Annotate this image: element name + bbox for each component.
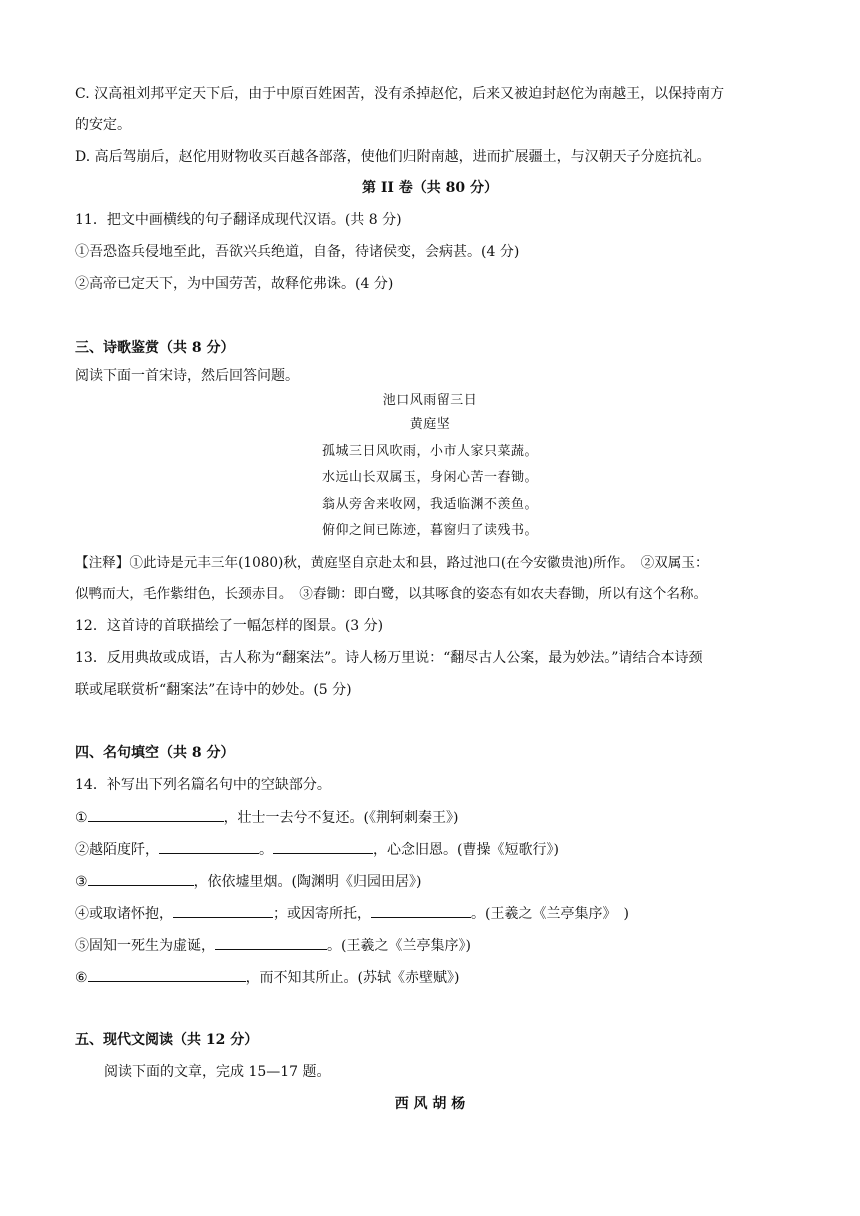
option-d: D. 高后驾崩后，赵佗用财物收买百越各部落，使他们归附南越，进而扩展疆土，与汉朝天子分庭抗礼。 xyxy=(75,149,711,165)
answer-blank[interactable] xyxy=(159,839,259,854)
poem-line: 孤城三日风吹雨，小市人家只菜蔬。 xyxy=(321,444,538,459)
question-14: 14．补写出下列名篇名句中的空缺部分。 xyxy=(75,777,331,793)
option-c-line1: C. 汉高祖刘邦平定天下后，由于中原百姓困苦，没有杀掉赵佗，后来又被迫封赵佗为南越王，以保持南方 xyxy=(75,86,725,102)
item-text: ，依依墟里烟。(陶渊明《归园田居》) xyxy=(193,874,422,890)
fill-blank-item xyxy=(75,967,790,988)
item-prefix: ⑤固知一死生为虚诞， xyxy=(75,938,215,954)
answer-blank[interactable] xyxy=(88,871,194,886)
answer-blank[interactable] xyxy=(88,807,224,822)
article-title: 西 风 胡 杨 xyxy=(394,1096,466,1112)
section-4-heading: 四、名句填空（共 8 分） xyxy=(75,745,235,761)
question-11: 11．把文中画横线的句子翻译成现代汉语。(共 8 分) xyxy=(75,212,402,228)
option-c-line2: 的安定。 xyxy=(75,117,131,133)
question-11-sentence-1: ①吾恐盗兵侵地至此，吾欲兴兵绝道，自备，待诸侯变，会病甚。(4 分) xyxy=(75,244,520,260)
item-prefix: ① xyxy=(75,810,88,826)
question-13-line1: 13．反用典故或成语，古人称为“翻案法”。诗人杨万里说：“翻尽古人公案，最为妙法。”请结合本诗颈 xyxy=(75,650,703,666)
answer-blank[interactable] xyxy=(273,839,373,854)
answer-blank[interactable] xyxy=(215,935,327,950)
poem-note-line2: 似鸭而大，毛作紫绀色，长颈赤目。 ③舂锄：即白鹭，以其啄食的姿态有如农夫舂锄，所以有这个名称。 xyxy=(75,586,708,602)
poem-line: 俯仰之间已陈迹，暮窗归了读残书。 xyxy=(321,523,538,538)
answer-blank[interactable] xyxy=(88,967,246,982)
poem-line: 翁从旁舍来收网，我适临渊不羡鱼。 xyxy=(321,497,538,512)
item-text: 。(王羲之《兰亭集序》) xyxy=(327,938,471,954)
question-12: 12．这首诗的首联描绘了一幅怎样的图景。(3 分) xyxy=(75,618,384,634)
item-text: 。(王羲之《兰亭集序》 ) xyxy=(471,906,629,922)
item-prefix: ④或取诸怀抱， xyxy=(75,906,173,922)
section-3-intro: 阅读下面一首宋诗，然后回答问题。 xyxy=(75,368,299,384)
fill-blank-item xyxy=(75,935,790,956)
section-3-heading: 三、诗歌鉴赏（共 8 分） xyxy=(75,340,235,356)
fill-blank-item xyxy=(75,807,790,828)
poem-line: 水远山长双属玉，身闲心苦一舂锄。 xyxy=(321,470,538,485)
question-11-sentence-2: ②高帝已定天下，为中国劳苦，故释佗弗诛。(4 分) xyxy=(75,276,394,292)
fill-blank-item xyxy=(75,839,790,860)
fill-blank-item xyxy=(75,903,790,924)
item-text: ，而不知其所止。(苏轼《赤壁赋》) xyxy=(245,970,460,986)
fill-blank-item xyxy=(75,871,790,892)
section-5-intro: 阅读下面的文章，完成 15—17 题。 xyxy=(104,1064,331,1080)
item-text: 。 xyxy=(259,842,273,858)
answer-blank[interactable] xyxy=(371,903,471,918)
answer-blank[interactable] xyxy=(173,903,273,918)
item-prefix: ③ xyxy=(75,874,88,890)
item-prefix: ⑥ xyxy=(75,970,88,986)
poem-author: 黄庭坚 xyxy=(409,417,451,432)
item-text: ，壮士一去兮不复还。(《荆轲刺秦王》) xyxy=(223,810,459,826)
item-text: ；或因寄所托， xyxy=(273,906,371,922)
item-text: ，心念旧恩。(曹操《短歌行》) xyxy=(373,842,559,858)
question-13-line2: 联或尾联赏析“翻案法”在诗中的妙处。(5 分) xyxy=(75,682,352,698)
poem-note-line1: 【注释】①此诗是元丰三年(1080)秋，黄庭坚自京赴太和县，路过池口(在今安徽贵池)所作。 ②双属玉： xyxy=(75,555,709,571)
section-5-heading: 五、现代文阅读（共 12 分） xyxy=(75,1032,259,1048)
item-prefix: ②越陌度阡， xyxy=(75,842,159,858)
part2-title: 第 II 卷（共 80 分） xyxy=(361,180,499,196)
poem-title: 池口风雨留三日 xyxy=(382,393,478,408)
